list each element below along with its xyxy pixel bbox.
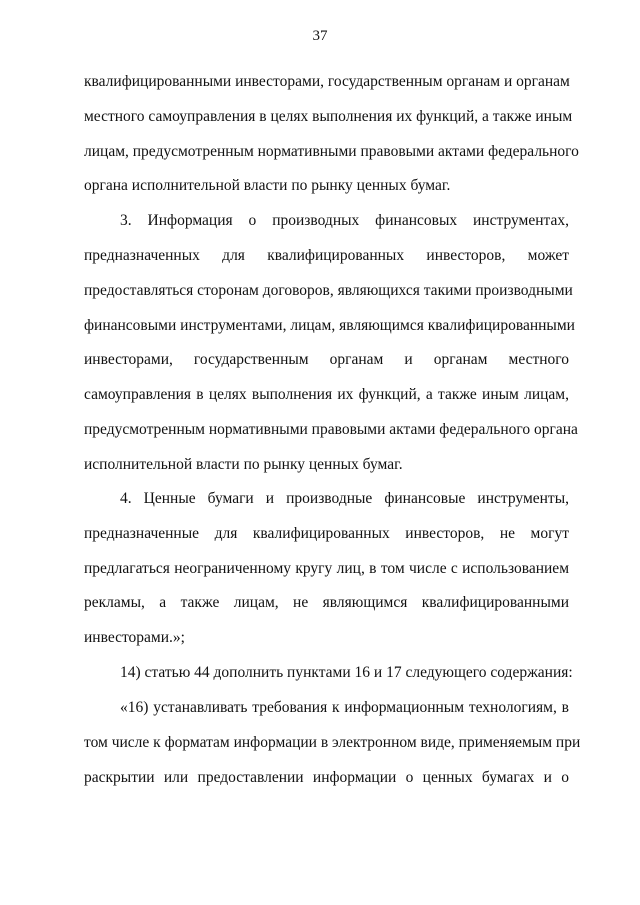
text-line: инвесторами, государственным органам и органам местного bbox=[84, 351, 569, 368]
text-line: местного самоуправления в целях выполнения их функций, а также иным bbox=[84, 108, 573, 125]
text-line: предназначенные для квалифицированных инвесторов, не могут bbox=[84, 525, 569, 542]
text-line: предусмотренным нормативными правовыми актами федерального органа bbox=[84, 421, 578, 438]
text-line: предназначенных для квалифицированных инвесторов, может bbox=[84, 247, 569, 264]
text-line: 4. Ценные бумаги и производные финансовые инструменты, bbox=[120, 490, 569, 507]
text-line: самоуправления в целях выполнения их функций, а также иным лицам, bbox=[84, 386, 569, 403]
text-line: органа исполнительной власти по рынку ценных бумаг. bbox=[84, 177, 451, 194]
text-line: рекламы, а также лицам, не являющимся квалифицированными bbox=[84, 594, 569, 611]
text-line: «16) устанавливать требования к информационным технологиям, в bbox=[120, 699, 569, 716]
text-line: предлагаться неограниченному кругу лиц, в том числе с использованием bbox=[84, 560, 569, 577]
text-line: том числе к форматам информации в электронном виде, применяемым при bbox=[84, 734, 581, 751]
text-line: 3. Информация о производных финансовых инструментах, bbox=[120, 212, 569, 229]
text-line: исполнительной власти по рынку ценных бумаг. bbox=[84, 456, 403, 473]
text-line: инвесторами.»; bbox=[84, 629, 185, 646]
text-line: 14) статью 44 дополнить пунктами 16 и 17 следующего содержания: bbox=[120, 664, 573, 681]
text-line: предоставляться сторонам договоров, являющихся такими производными bbox=[84, 282, 573, 299]
text-line: квалифицированными инвесторами, государственным органам и органам bbox=[84, 73, 570, 90]
text-line: лицам, предусмотренным нормативными правовыми актами федерального bbox=[84, 143, 579, 160]
text-line: раскрытии или предоставлении информации о ценных бумагах и о bbox=[84, 769, 569, 786]
text-line: финансовыми инструментами, лицам, являющимся квалифицированными bbox=[84, 317, 575, 334]
page-number: 37 bbox=[312, 28, 328, 44]
